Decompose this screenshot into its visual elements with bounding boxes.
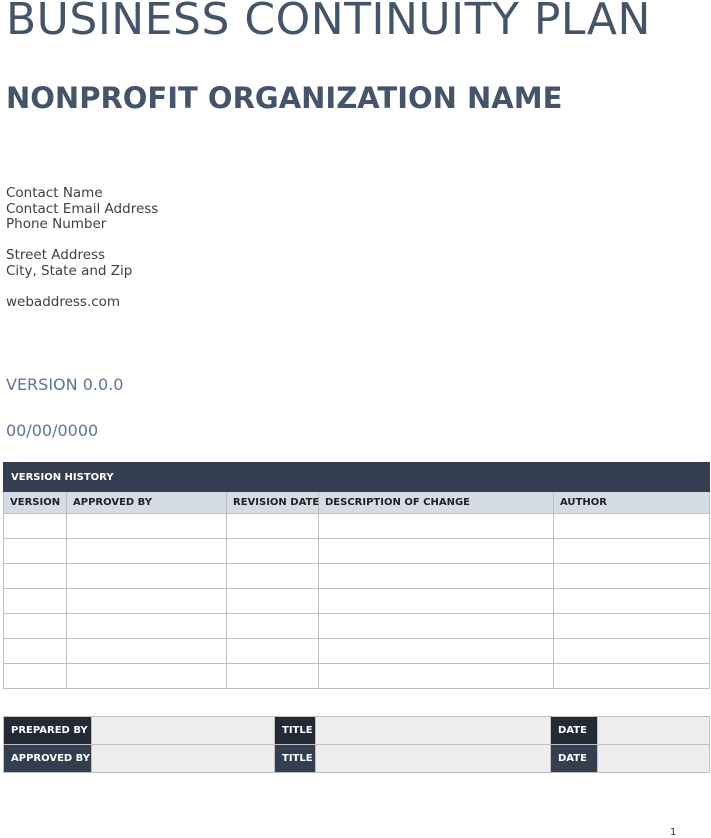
table-cell[interactable] xyxy=(319,589,554,614)
table-cell[interactable] xyxy=(319,614,554,639)
street-address: Street Address xyxy=(6,247,106,263)
approved-date-label: DATE xyxy=(551,745,598,773)
document-date: 00/00/0000 xyxy=(6,421,99,440)
table-cell[interactable] xyxy=(227,614,319,639)
table-cell[interactable] xyxy=(319,664,554,689)
prepared-date-field[interactable] xyxy=(598,717,710,745)
column-header-description: DESCRIPTION OF CHANGE xyxy=(319,492,554,514)
table-cell[interactable] xyxy=(319,639,554,664)
table-cell[interactable] xyxy=(4,664,67,689)
approved-by-field[interactable] xyxy=(92,745,275,773)
table-cell[interactable] xyxy=(67,664,227,689)
table-row xyxy=(4,539,710,564)
table-cell[interactable] xyxy=(67,539,227,564)
prepared-date-label: DATE xyxy=(551,717,598,745)
table-cell[interactable] xyxy=(554,639,710,664)
page-number: 1 xyxy=(670,827,677,838)
prepared-by-label: PREPARED BY xyxy=(4,717,92,745)
prepared-title-field[interactable] xyxy=(316,717,551,745)
version-label: VERSION 0.0.0 xyxy=(6,375,124,394)
table-row xyxy=(4,514,710,539)
table-row xyxy=(4,614,710,639)
column-header-approved-by: APPROVED BY xyxy=(67,492,227,514)
table-row xyxy=(4,564,710,589)
approved-title-field[interactable] xyxy=(316,745,551,773)
table-cell[interactable] xyxy=(4,589,67,614)
table-row xyxy=(4,639,710,664)
table-cell[interactable] xyxy=(4,614,67,639)
table-cell[interactable] xyxy=(319,514,554,539)
contact-name: Contact Name xyxy=(6,185,103,201)
table-cell[interactable] xyxy=(227,564,319,589)
table-cell[interactable] xyxy=(67,589,227,614)
table-cell[interactable] xyxy=(319,564,554,589)
prepared-by-field[interactable] xyxy=(92,717,275,745)
prepared-title-label: TITLE xyxy=(275,717,316,745)
table-cell[interactable] xyxy=(554,539,710,564)
version-history-heading: VERSION HISTORY xyxy=(4,463,710,492)
table-cell[interactable] xyxy=(554,614,710,639)
table-cell[interactable] xyxy=(67,639,227,664)
table-cell[interactable] xyxy=(554,514,710,539)
signoff-row-prepared xyxy=(4,717,710,745)
table-cell[interactable] xyxy=(554,589,710,614)
table-cell[interactable] xyxy=(554,564,710,589)
column-header-author: AUTHOR xyxy=(554,492,710,514)
document-title: BUSINESS CONTINUITY PLAN xyxy=(6,0,651,45)
approved-by-label: APPROVED BY xyxy=(4,745,92,773)
table-row xyxy=(4,589,710,614)
contact-block xyxy=(6,186,158,310)
column-header-revision-date: REVISION DATE xyxy=(227,492,319,514)
table-cell[interactable] xyxy=(4,564,67,589)
table-cell[interactable] xyxy=(4,514,67,539)
approved-title-label: TITLE xyxy=(275,745,316,773)
signoff-row-approved xyxy=(4,745,710,773)
table-cell[interactable] xyxy=(227,539,319,564)
approved-date-field[interactable] xyxy=(598,745,710,773)
version-history-table xyxy=(3,462,710,689)
table-cell[interactable] xyxy=(67,514,227,539)
contact-phone: Phone Number xyxy=(6,216,107,232)
table-cell[interactable] xyxy=(227,664,319,689)
table-cell[interactable] xyxy=(227,639,319,664)
table-row xyxy=(4,664,710,689)
organization-name: NONPROFIT ORGANIZATION NAME xyxy=(6,81,563,115)
table-cell[interactable] xyxy=(319,539,554,564)
contact-email: Contact Email Address xyxy=(6,200,159,217)
table-cell[interactable] xyxy=(4,639,67,664)
table-cell[interactable] xyxy=(227,514,319,539)
table-cell[interactable] xyxy=(4,539,67,564)
table-cell[interactable] xyxy=(67,614,227,639)
city-state-zip: City, State and Zip xyxy=(6,262,133,279)
table-cell[interactable] xyxy=(554,664,710,689)
column-header-version: VERSION xyxy=(4,492,67,514)
table-cell[interactable] xyxy=(67,564,227,589)
web-address: webaddress.com xyxy=(6,293,121,310)
signoff-table xyxy=(3,716,710,773)
table-cell[interactable] xyxy=(227,589,319,614)
